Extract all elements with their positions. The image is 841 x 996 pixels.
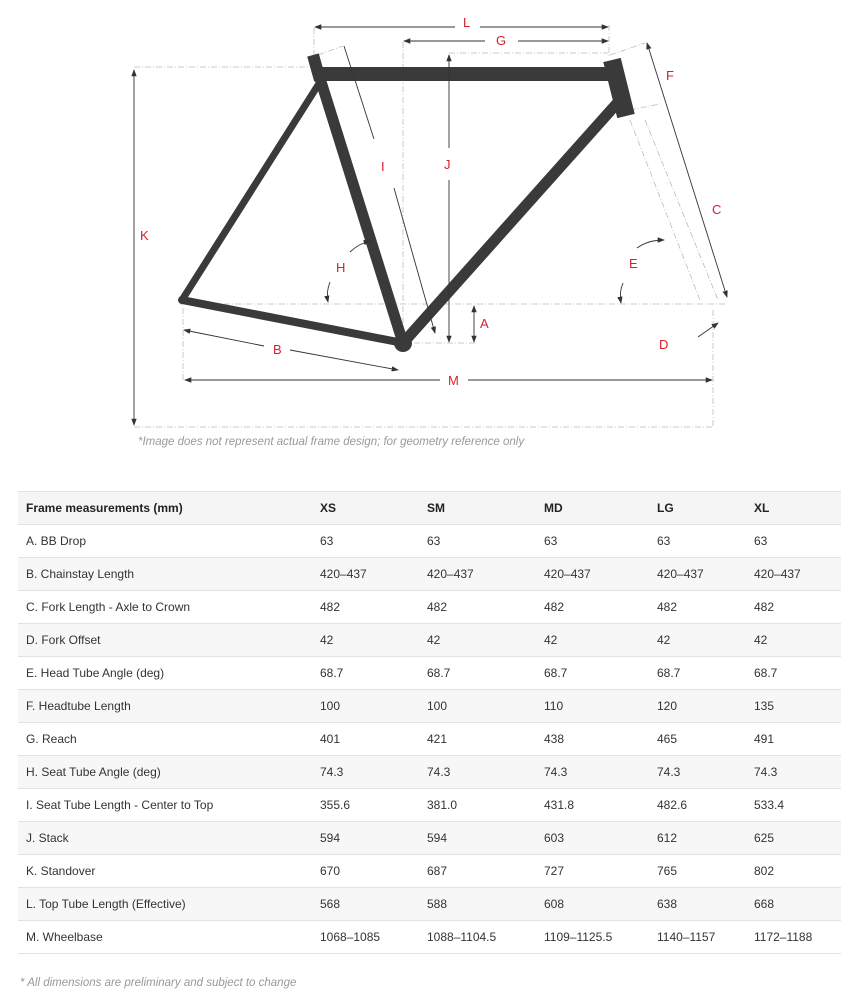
label-A: A: [480, 316, 489, 331]
measurement-name: F. Headtube Length: [18, 690, 320, 723]
measurement-name: K. Standover: [18, 855, 320, 888]
measurement-value: 802: [754, 855, 841, 888]
diagram-disclaimer: *Image does not represent actual frame design; for geometry reference only: [138, 436, 525, 448]
measurement-name: B. Chainstay Length: [18, 558, 320, 591]
down-tube: [403, 100, 620, 343]
measurement-value: 42: [754, 624, 841, 657]
measurement-value: 420–437: [320, 558, 427, 591]
measurement-value: 1088–1104.5: [427, 921, 544, 954]
label-J: J: [444, 157, 451, 172]
table-row: [18, 591, 841, 624]
measurement-value: 533.4: [754, 789, 841, 822]
measurement-value: 420–437: [754, 558, 841, 591]
table-row: [18, 690, 841, 723]
measurement-name: H. Seat Tube Angle (deg): [18, 756, 320, 789]
measurement-value: 594: [320, 822, 427, 855]
measurement-value: 482: [427, 591, 544, 624]
measurement-value: 625: [754, 822, 841, 855]
dimension-arrows: [134, 27, 727, 425]
measurement-value: 670: [320, 855, 427, 888]
seat-tube: [318, 72, 403, 343]
measurement-value: 765: [657, 855, 754, 888]
measurement-value: 482: [657, 591, 754, 624]
label-C: C: [712, 202, 722, 217]
measurement-value: 482.6: [657, 789, 754, 822]
footnote: * All dimensions are preliminary and subject to change: [20, 977, 297, 989]
label-I: I: [381, 159, 385, 174]
measurement-value: 482: [544, 591, 657, 624]
table-row: [18, 558, 841, 591]
measurement-value: 100: [427, 690, 544, 723]
measurement-value: 482: [754, 591, 841, 624]
bottom-bracket: [394, 334, 412, 352]
header-lg: LG: [657, 492, 754, 525]
table-row: [18, 525, 841, 558]
measurement-value: 63: [657, 525, 754, 558]
measurement-value: 68.7: [657, 657, 754, 690]
table-row: [18, 855, 841, 888]
measurement-value: 74.3: [754, 756, 841, 789]
measurement-name: I. Seat Tube Length - Center to Top: [18, 789, 320, 822]
measurement-value: 74.3: [427, 756, 544, 789]
table-row: [18, 888, 841, 921]
measurement-value: 401: [320, 723, 427, 756]
measurement-value: 568: [320, 888, 427, 921]
header-xs: XS: [320, 492, 427, 525]
bike-frame: [182, 55, 626, 352]
measurement-name: L. Top Tube Length (Effective): [18, 888, 320, 921]
table-row: [18, 822, 841, 855]
measurement-value: 120: [657, 690, 754, 723]
measurement-value: 1140–1157: [657, 921, 754, 954]
measurement-value: 612: [657, 822, 754, 855]
measurement-value: 63: [544, 525, 657, 558]
measurement-value: 74.3: [320, 756, 427, 789]
table-row: [18, 789, 841, 822]
measurement-value: 588: [427, 888, 544, 921]
guide-lines: [134, 25, 725, 427]
seat-stay: [182, 82, 320, 300]
header-measurement: Frame measurements (mm): [18, 492, 320, 525]
label-L: L: [463, 15, 471, 30]
seat-post-top: [313, 55, 320, 80]
measurement-value: 603: [544, 822, 657, 855]
measurement-value: 355.6: [320, 789, 427, 822]
header-md: MD: [544, 492, 657, 525]
measurement-value: 110: [544, 690, 657, 723]
measurement-value: 420–437: [657, 558, 754, 591]
label-M: M: [448, 373, 459, 388]
frame-geometry-diagram: [0, 0, 841, 450]
header-xl: XL: [754, 492, 841, 525]
label-B: B: [273, 342, 282, 357]
header-sm: SM: [427, 492, 544, 525]
label-K: K: [140, 228, 149, 243]
table-row: [18, 624, 841, 657]
measurement-value: 727: [544, 855, 657, 888]
measurement-value: 68.7: [427, 657, 544, 690]
measurement-value: 42: [544, 624, 657, 657]
table-row: [18, 756, 841, 789]
table-row: [18, 921, 841, 954]
measurement-value: 638: [657, 888, 754, 921]
measurement-value: 42: [320, 624, 427, 657]
measurement-name: J. Stack: [18, 822, 320, 855]
measurement-value: 1068–1085: [320, 921, 427, 954]
measurement-name: A. BB Drop: [18, 525, 320, 558]
measurement-value: 420–437: [427, 558, 544, 591]
measurement-value: 608: [544, 888, 657, 921]
table-row: [18, 657, 841, 690]
table-row: [18, 723, 841, 756]
measurement-value: 1172–1188: [754, 921, 841, 954]
measurement-name: M. Wheelbase: [18, 921, 320, 954]
measurement-value: 438: [544, 723, 657, 756]
measurement-value: 63: [754, 525, 841, 558]
measurement-value: 594: [427, 822, 544, 855]
label-D: D: [659, 337, 669, 352]
measurement-value: 74.3: [657, 756, 754, 789]
measurement-value: 42: [657, 624, 754, 657]
measurement-value: 100: [320, 690, 427, 723]
measurement-name: C. Fork Length - Axle to Crown: [18, 591, 320, 624]
geometry-table: [18, 491, 841, 954]
label-E: E: [629, 256, 638, 271]
measurement-value: 68.7: [544, 657, 657, 690]
measurement-value: 420–437: [544, 558, 657, 591]
measurement-value: 482: [320, 591, 427, 624]
measurement-value: 68.7: [754, 657, 841, 690]
measurement-value: 687: [427, 855, 544, 888]
measurement-value: 465: [657, 723, 754, 756]
label-H: H: [336, 260, 346, 275]
measurement-value: 421: [427, 723, 544, 756]
measurement-name: E. Head Tube Angle (deg): [18, 657, 320, 690]
measurement-value: 491: [754, 723, 841, 756]
measurement-value: 381.0: [427, 789, 544, 822]
measurement-value: 74.3: [544, 756, 657, 789]
measurement-value: 63: [427, 525, 544, 558]
label-F: F: [666, 68, 674, 83]
measurement-value: 668: [754, 888, 841, 921]
measurement-value: 63: [320, 525, 427, 558]
measurement-name: G. Reach: [18, 723, 320, 756]
table-header-row: [18, 492, 841, 525]
measurement-value: 42: [427, 624, 544, 657]
measurement-value: 1109–1125.5: [544, 921, 657, 954]
measurement-name: D. Fork Offset: [18, 624, 320, 657]
measurement-value: 135: [754, 690, 841, 723]
measurement-value: 68.7: [320, 657, 427, 690]
measurement-value: 431.8: [544, 789, 657, 822]
label-G: G: [496, 33, 507, 48]
